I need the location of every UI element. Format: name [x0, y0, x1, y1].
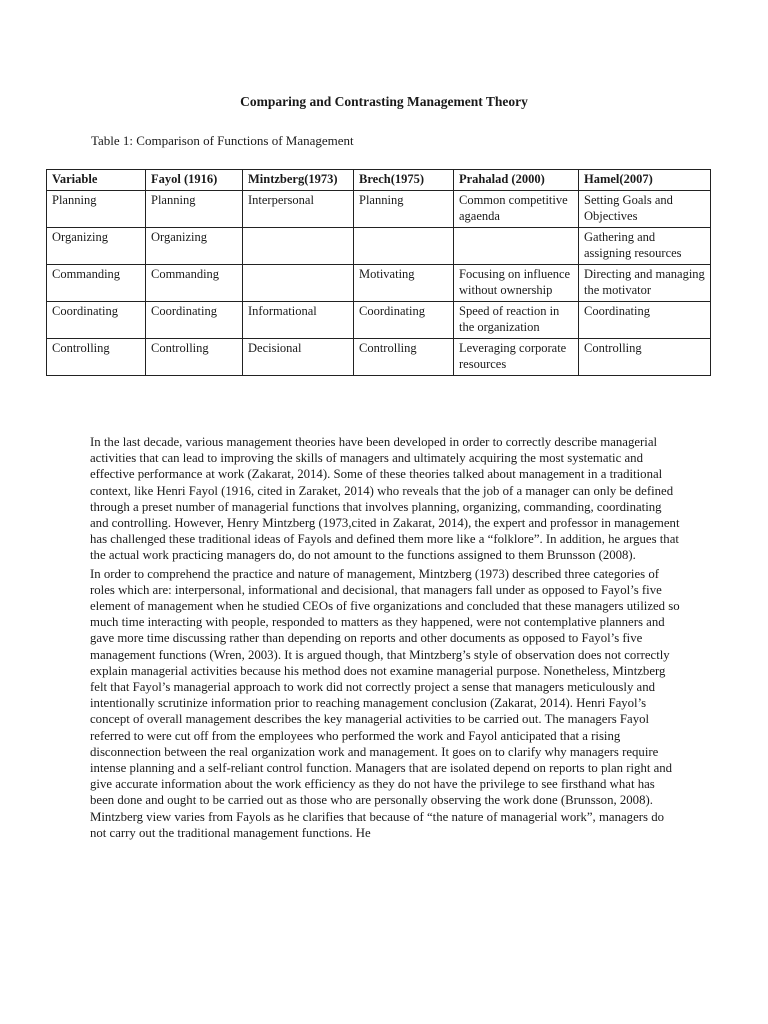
table-cell [354, 227, 454, 264]
table-row [47, 264, 711, 301]
table-row [47, 338, 711, 375]
table-cell: Coordinating [146, 301, 243, 338]
table-caption: Table 1: Comparison of Functions of Management [91, 133, 354, 148]
header-hamel: Hamel(2007) [579, 170, 711, 191]
table-cell: Controlling [146, 338, 243, 375]
document-title: Comparing and Contrasting Management Theory [240, 94, 528, 109]
table-cell: Coordinating [354, 301, 454, 338]
table-cell: Planning [47, 190, 146, 227]
table-cell: Commanding [47, 264, 146, 301]
header-fayol: Fayol (1916) [146, 170, 243, 191]
table-cell [243, 264, 354, 301]
table-cell: Focusing on influence without ownership [454, 264, 579, 301]
table-cell: Coordinating [579, 301, 711, 338]
table-row [47, 190, 711, 227]
table-cell: Organizing [47, 227, 146, 264]
table-cell: Controlling [47, 338, 146, 375]
table-cell: Commanding [146, 264, 243, 301]
paragraph-1: In the last decade, various management theories have been developed in order to correctly describe managerial activities that can lead to improving the skills of managers and ultimately acquiring the most systematic and effective performance at work (Zakarat, 2014). Some of these theories talked about management in a traditional context, like Henri Fayol (1916, cited in Zaraket, 2014) who reveals that the job of a manager can only be defined through a preset number of managerial functions that involves planning, organizing, commanding, coordinating and controlling. However, Henry Mintzberg (1973,cited in Zakarat, 2014), the expert and professor in management has challenged these traditional ideas of Fayols and defined them more like a “folklore”. In addition, he argues that the actual work practicing managers do, do not amount to the functions assigned to them Brunsson (2008). [90, 435, 680, 563]
table-cell [243, 227, 354, 264]
header-brech: Brech(1975) [354, 170, 454, 191]
paragraph-2: In order to comprehend the practice and nature of management, Mintzberg (1973) described three categories of roles which are: interpersonal, informational and decisional, that managers fall under as opposed to Fayol’s five element of management when he studied CEOs of five organizations and concluded that these managers utilized so much time interacting with people, responded to matters as they happened, were not contemplative planners and gave more time discussing rather than depending on reports and other documents as opposed to Fayol’s five management functions (Wren, 2003). It is argued though, that Mintzberg’s style of observation does not correctly explain managerial activities because his method does not examine managerial purpose. Nonetheless, Mintzberg felt that Fayol’s managerial approach to work did not correctly project a sense that managers meticulously and intentionally scrutinize information prior to reaching management conclusion (Zakarat, 2014). Henri Fayol’s concept of overall management describes the key managerial activities to be carried out. The managers Fayol referred to were cut off from the employees who performed the work and Fayol anticipated that a rising disconnection between the real organization work and management. It goes on to clarify why managers require intense planning and a self-reliant control function. Managers that are isolated depend on reports to plan right and give accurate information about the work efficiency as they do not have the privilege to see firsthand what has been done and ought to be carried out as those who are personally observing the work done (Brunsson, 2008). Mintzberg view varies from Fayols as he clarifies that because of “the nature of managerial work”, managers do not carry out the traditional management functions. He [90, 566, 680, 840]
table-cell: Setting Goals and Objectives [579, 190, 711, 227]
header-prahalad: Prahalad (2000) [454, 170, 579, 191]
table-cell: Motivating [354, 264, 454, 301]
management-functions-table [46, 169, 711, 376]
body-text [90, 434, 680, 843]
table-cell: Speed of reaction in the organization [454, 301, 579, 338]
table-row [47, 301, 711, 338]
header-mintzberg: Mintzberg(1973) [243, 170, 354, 191]
table-cell: Coordinating [47, 301, 146, 338]
table-cell: Planning [146, 190, 243, 227]
table-header-row [47, 170, 711, 191]
table-cell: Controlling [354, 338, 454, 375]
header-variable: Variable [47, 170, 146, 191]
table-cell: Planning [354, 190, 454, 227]
table-cell: Decisional [243, 338, 354, 375]
table-cell [454, 227, 579, 264]
table-cell: Interpersonal [243, 190, 354, 227]
table-cell: Leveraging corporate resources [454, 338, 579, 375]
table-cell: Informational [243, 301, 354, 338]
table-cell: Organizing [146, 227, 243, 264]
table-cell: Common competitive agaenda [454, 190, 579, 227]
table-row [47, 227, 711, 264]
table-cell: Directing and managing the motivator [579, 264, 711, 301]
table-cell: Controlling [579, 338, 711, 375]
table-cell: Gathering and assigning resources [579, 227, 711, 264]
